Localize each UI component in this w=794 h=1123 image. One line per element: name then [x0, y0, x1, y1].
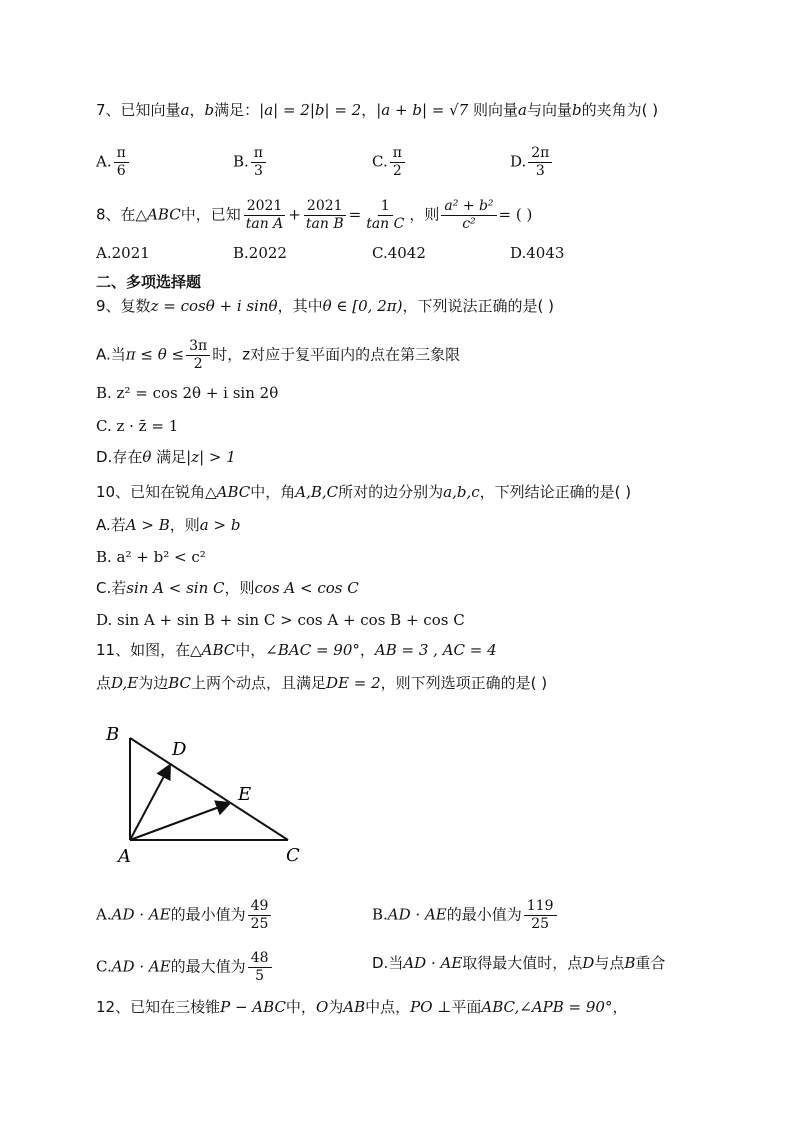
section-heading: 二、多项选择题 — [96, 273, 202, 291]
fraction: $\frac{\pi}{6}$ — [114, 145, 129, 180]
q7-stem: 7、已知向量a，b满足：|a| = 2|b| = 2，|a + b| = √7 则向量a与向量b的夹角为( ) — [96, 101, 659, 119]
q9-stem: 9、复数z = cosθ + i sinθ，其中θ ∈ [0, 2π)，下列说法正确的是( ) — [96, 297, 554, 315]
q11-option-c: C.AD · AE的最大值为 $\frac{48}{5}$ — [96, 950, 274, 985]
fraction: $\frac{2\pi}{3}$ — [528, 145, 552, 180]
fraction: $\frac{3\pi}{2}$ — [186, 338, 210, 373]
label-e: E — [238, 784, 252, 805]
fraction: $\frac{\pi}{3}$ — [251, 145, 266, 180]
fraction: $\frac{48}{5}$ — [248, 950, 272, 985]
q8-stem: 8、在△ABC中，已知 $\frac{2021}{\text{tan A}}$ + $\frac{2021}{\text{tan B}}$ = $\frac{1}{\text{tan C}}$ ，则 $\frac{\text{a² + b²}}{\text{c²}}$ = ( ) — [96, 198, 533, 232]
fraction: $\frac{1}{\text{tan C}}$ — [366, 198, 405, 232]
q7-condition-2: |a + b| = √7 — [376, 101, 469, 119]
q11-stem-line2: 点D,E为边BC上两个动点，且满足DE = 2，则下列选项正确的是( ) — [96, 674, 548, 692]
q8-option-d: D.4043 — [510, 244, 565, 262]
q7-option-b: B. $\frac{\pi}{3}$ — [233, 145, 268, 180]
q9-option-c: C. z · z̄ = 1 — [96, 417, 179, 435]
q8-option-b: B.2022 — [233, 244, 287, 262]
q11-option-b: B.AD · AE的最小值为 $\frac{119}{25}$ — [372, 898, 559, 933]
q7-option-a: A. $\frac{\pi}{6}$ — [96, 145, 131, 180]
q9-option-d: D.存在θ 满足|z| > 1 — [96, 448, 236, 466]
q7-option-c: C. $\frac{\pi}{2}$ — [372, 145, 407, 180]
vector-ae — [130, 803, 230, 840]
label-a: A — [118, 846, 131, 867]
label-d: D — [172, 739, 187, 760]
q11-option-d: D.当AD · AE取得最大值时，点D与点B重合 — [372, 954, 666, 972]
q11-option-a: A.AD · AE的最小值为 $\frac{49}{25}$ — [96, 898, 273, 933]
side-bc — [130, 738, 288, 840]
fraction: $\frac{119}{25}$ — [524, 898, 557, 933]
q8-option-c: C.4042 — [372, 244, 426, 262]
q7-option-d: D. $\frac{2\pi}{3}$ — [510, 145, 554, 180]
fraction: $\frac{2021}{\text{tan B}}$ — [305, 198, 344, 232]
triangle-figure — [100, 720, 320, 870]
vector-ad — [130, 765, 170, 840]
fraction: $\frac{49}{25}$ — [248, 898, 272, 933]
q9-option-b: B. z² = cos 2θ + i sin 2θ — [96, 384, 279, 402]
q10-option-b: B. a² + b² < c² — [96, 548, 206, 566]
q7-number: 7、 — [96, 101, 121, 119]
q10-option-a: A.若A > B，则a > b — [96, 516, 241, 534]
fraction: $\frac{\pi}{2}$ — [390, 145, 405, 180]
q7-condition-1: |a| = 2|b| = 2 — [259, 101, 362, 119]
q10-option-d: D. sin A + sin B + sin C > cos A + cos B + cos C — [96, 611, 465, 629]
q12-stem: 12、已知在三棱锥P − ABC中，O为AB中点，PO ⊥平面ABC,∠APB = 90°， — [96, 998, 628, 1016]
q8-option-a: A.2021 — [96, 244, 150, 262]
fraction: $\frac{\text{a² + b²}}{\text{c²}}$ — [441, 198, 496, 233]
label-b: B — [106, 724, 120, 745]
fraction: $\frac{2021}{\text{tan A}}$ — [243, 198, 287, 233]
label-c: C — [286, 845, 300, 866]
q11-stem: 11、如图，在△ABC中，∠BAC = 90°，AB = 3 , AC = 4 — [96, 641, 497, 659]
q10-option-c: C.若sin A < sin C，则cos A < cos C — [96, 579, 359, 597]
q10-stem: 10、已知在锐角△ABC中，角A,B,C所对的边分别为a,b,c，下列结论正确的是( ) — [96, 483, 632, 501]
q9-option-a: A.当π ≤ θ ≤ $\frac{3\pi}{2}$ 时，z对应于复平面内的点在第三象限 — [96, 338, 461, 372]
